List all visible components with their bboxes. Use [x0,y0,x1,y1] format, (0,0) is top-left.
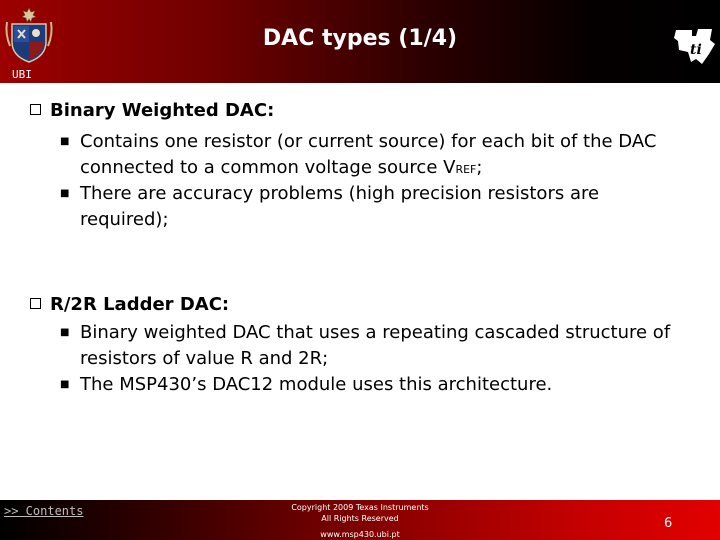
square-bullet-icon: ■ [60,136,70,147]
section-heading [30,294,229,315]
square-bullet-icon: ■ [60,379,70,390]
bullet-text: Contains one resistor (or current source) for each bit of the DAC connected to a common voltage source V [80,131,657,178]
svg-text:ti: ti [690,42,702,58]
contents-link[interactable]: >> Contents [4,504,84,518]
bullet-text-end: ; [476,157,483,178]
square-bullet-icon: ■ [60,188,70,199]
ubi-logo-label: UBI [12,68,32,81]
page-number: 6 [664,516,673,531]
list-item [60,372,690,398]
copyright-text: Copyright 2009 Texas Instruments [291,503,429,512]
square-bullet-icon: ■ [60,327,70,338]
section-heading-text: R/2R Ladder DAC: [50,294,230,315]
checkbox-bullet-icon [30,298,41,309]
section-heading-text: Binary Weighted DAC: [50,100,275,121]
bullet-text: The MSP430’s DAC12 module uses this architecture. [80,374,553,395]
rights-text: All Rights Reserved [321,514,399,523]
checkbox-bullet-icon [30,104,41,115]
website-text: www.msp430.ubi.pt [320,530,400,539]
list-item [60,129,690,183]
footer-bar [0,500,720,540]
list-item [60,320,690,372]
section-heading [30,100,274,121]
bullet-text: Binary weighted DAC that uses a repeating cascaded structure of resistors of value R and 2R; [80,322,671,369]
page-title: DAC types (1/4) [262,26,458,51]
subscript-text: REF [455,163,477,176]
list-item [60,181,690,233]
bullet-text: There are accuracy problems (high precision resistors are required); [80,183,600,230]
